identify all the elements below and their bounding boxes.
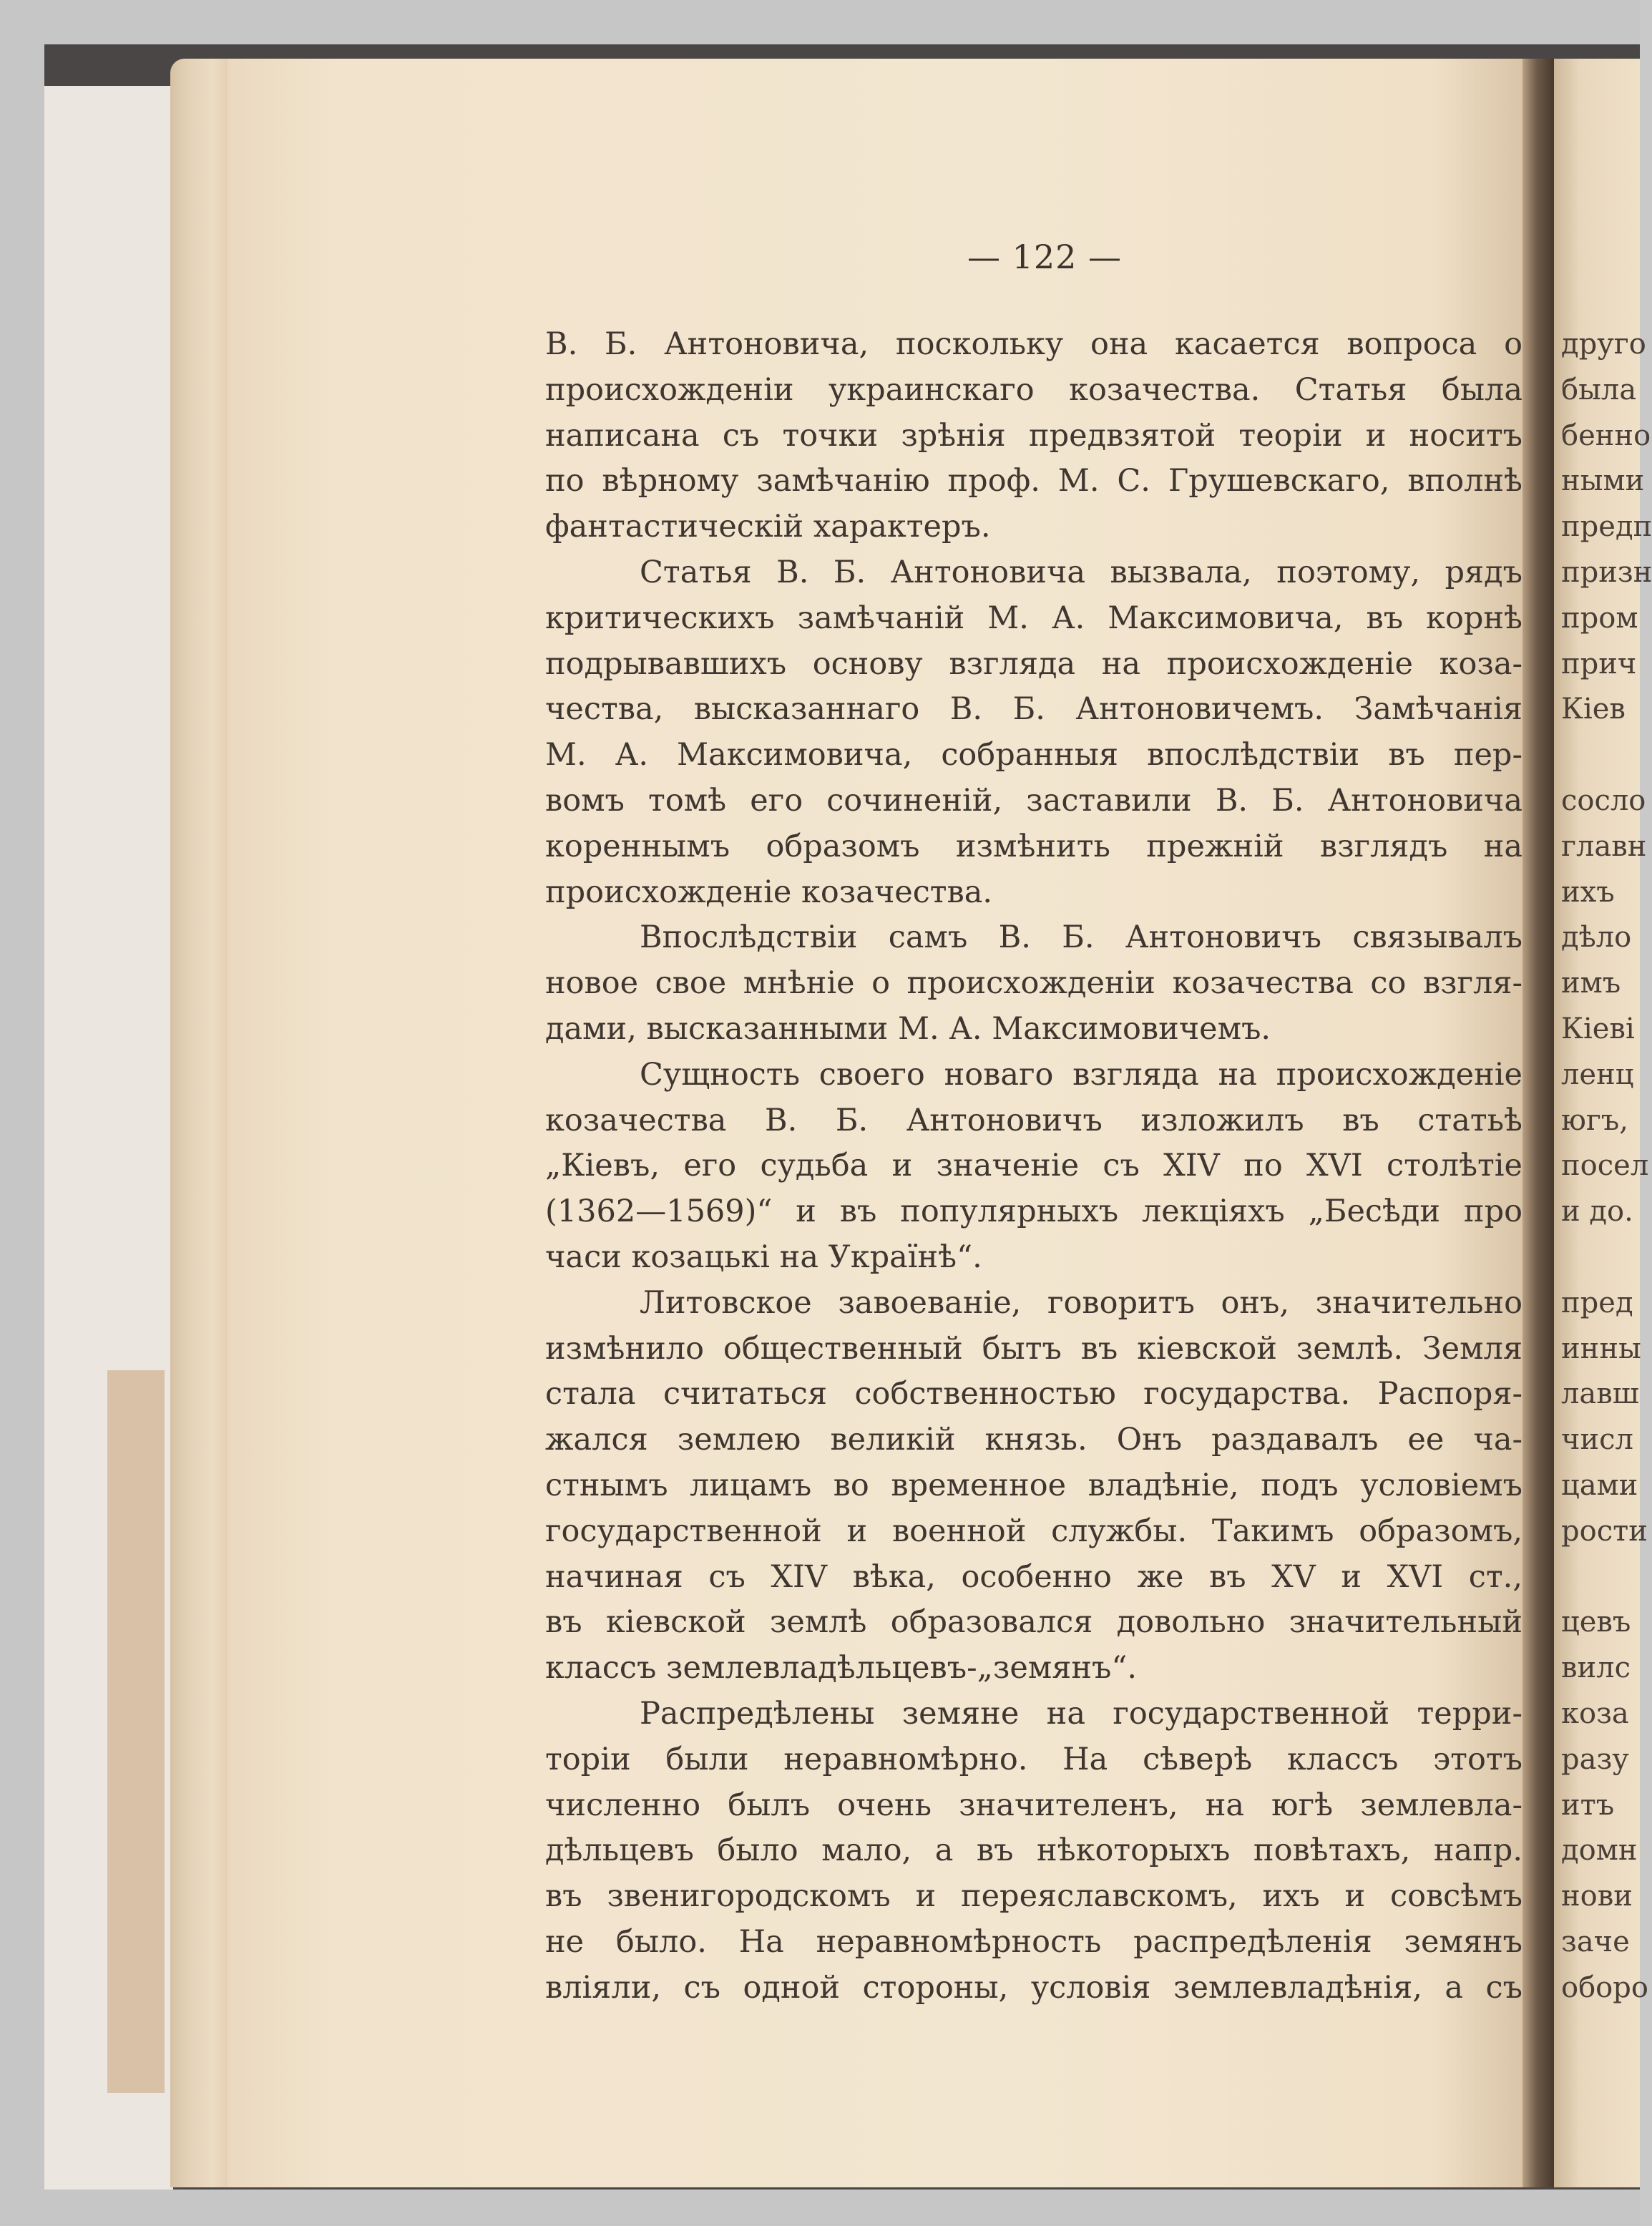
next-page-fragment: домн (1561, 1834, 1638, 1868)
text-line: въ звенигородскомъ и переяславскомъ, ихъ и совсѣмъ (545, 1878, 1523, 1915)
book-gutter (1523, 59, 1558, 2187)
text-line: новое свое мнѣніе о происхожденіи козачества со взгля- (545, 965, 1523, 1002)
text-line: Статья В. Б. Антоновича вызвала, поэтому, рядъ (640, 554, 1523, 590)
next-page-fragment: друго (1561, 328, 1646, 361)
text-line: (1362—1569)“ и въ популярныхъ лекціяхъ „Бесѣди про (545, 1193, 1523, 1230)
text-line: чества, высказаннаго В. Б. Антоновичемъ. Замѣчанія (545, 691, 1523, 728)
next-page-fragment: прич (1561, 647, 1637, 680)
next-page-fragment: призн (1561, 555, 1652, 589)
text-line: вомъ томѣ его сочиненій, заставили В. Б. Антоновича (545, 782, 1523, 819)
next-page-fragment (1561, 1235, 1647, 1281)
text-line: жался землею великій князь. Онъ раздавалъ ее ча- (545, 1422, 1523, 1458)
text-line: стала считаться собственностью государства. Распоря- (545, 1376, 1523, 1412)
next-page-fragment: разу (1561, 1742, 1629, 1776)
page-body-text (545, 322, 1523, 2011)
page-number: — 122 — (967, 238, 1123, 276)
text-line: фантастическій характеръ. (545, 509, 991, 545)
text-line: происхожденіе козачества. (545, 874, 993, 910)
next-page-fragment: ихъ (1561, 875, 1615, 909)
text-line: критическихъ замѣчаній М. А. Максимовича, въ корнѣ (545, 600, 1523, 636)
next-page-fragment (1561, 1555, 1647, 1601)
text-line: дѣльцевъ было мало, а въ нѣкоторыхъ повѣтахъ, напр. (545, 1832, 1523, 1869)
next-page-fragment: вилс (1561, 1651, 1631, 1685)
text-line: часи козацькі на Українѣ“. (545, 1239, 982, 1275)
next-page-fragment: бенно (1561, 419, 1651, 452)
next-page-fragment: заче (1561, 1925, 1630, 1958)
next-page-fragment: главн (1561, 829, 1647, 863)
page-stack-edge (170, 59, 231, 2187)
text-line: М. А. Максимовича, собранныя впослѣдствіи въ пер- (545, 737, 1523, 773)
text-line: вліяли, съ одной стороны, условія землевладѣнія, а съ (545, 1969, 1523, 2006)
text-line: классъ землевладѣльцевъ-„земянъ“. (545, 1650, 1138, 1686)
text-line: начиная съ XIV вѣка, особенно же въ XV и XVI ст., (545, 1558, 1523, 1595)
text-line: измѣнило общественный бытъ въ кіевской землѣ. Земля (545, 1330, 1523, 1367)
next-page-fragment: посел (1561, 1149, 1649, 1183)
next-page-fragment: была (1561, 373, 1637, 406)
next-page-fragment: Кіеві (1561, 1012, 1635, 1045)
next-page-fragment: пром (1561, 601, 1638, 635)
text-line: стнымъ лицамъ во временное владѣніе, подъ условіемъ (545, 1467, 1523, 1503)
next-page-fragment: коза (1561, 1697, 1629, 1730)
next-page-fragment: цами (1561, 1468, 1638, 1502)
next-page-fragment: лавш (1561, 1377, 1639, 1411)
text-line: въ кіевской землѣ образовался довольно значительный (545, 1604, 1523, 1641)
text-line: Впослѣдствіи самъ В. Б. Антоновичъ связывалъ (640, 919, 1523, 956)
text-line: кореннымъ образомъ измѣнить прежній взглядъ на (545, 828, 1523, 864)
next-page-fragment: оборо (1561, 1971, 1648, 2004)
text-line: Сущность своего новаго взгляда на происхожденіе (640, 1056, 1523, 1093)
text-line: не было. На неравномѣрность распредѣленія земянъ (545, 1923, 1523, 1960)
text-line: численно былъ очень значителенъ, на югѣ землевла- (545, 1787, 1523, 1823)
text-line: Распредѣлены земяне на государственной терри- (640, 1695, 1523, 1732)
next-page-fragment: имъ (1561, 967, 1621, 1000)
next-page-fragment: инны (1561, 1332, 1641, 1365)
next-page-fragment: числ (1561, 1423, 1633, 1457)
text-line: государственной и военной службы. Такимъ образомъ, (545, 1513, 1523, 1549)
next-page-fragment (1561, 733, 1647, 778)
next-page-fragment: пред (1561, 1286, 1633, 1319)
next-page-fragment: цевъ (1561, 1606, 1631, 1639)
next-page-fragment: рости (1561, 1514, 1648, 1548)
next-page-fragment: югъ, (1561, 1103, 1628, 1137)
text-line: В. Б. Антоновича, поскольку она касается вопроса о (545, 326, 1523, 362)
text-line: козачества В. Б. Антоновичъ изложилъ въ статьѣ (545, 1102, 1523, 1138)
next-page-fragment: сосло (1561, 784, 1646, 817)
next-page-fragment: итъ (1561, 1788, 1615, 1822)
text-line: „Кіевъ, его судьба и значеніе съ XIV по XVI столѣтіе (545, 1148, 1523, 1184)
next-page-fragment: ленц (1561, 1058, 1634, 1091)
next-page-text-fragments (1561, 322, 1652, 2011)
text-line: происхожденіи украинскаго козачества. Статья была (545, 371, 1523, 408)
next-page-fragment: и до. (1561, 1195, 1633, 1229)
text-line: написана съ точки зрѣнія предвзятой теоріи и носитъ (545, 417, 1523, 454)
next-page-fragment: Кіев (1561, 693, 1626, 726)
text-line: Литовское завоеваніе, говоритъ онъ, значительно (640, 1284, 1523, 1321)
next-page-fragment: нови (1561, 1880, 1633, 1913)
text-line: торіи были неравномѣрно. На сѣверѣ классъ этотъ (545, 1741, 1523, 1777)
next-page-fragment: предп (1561, 510, 1652, 544)
text-line: дами, высказанными М. А. Максимовичемъ. (545, 1010, 1271, 1047)
left-paper-strip (107, 1370, 165, 2093)
next-page-fragment: дѣло (1561, 921, 1632, 955)
text-line: по вѣрному замѣчанію проф. М. С. Грушевскаго, вполнѣ (545, 463, 1523, 499)
next-page-fragment: ными (1561, 464, 1645, 498)
text-line: подрывавшихъ основу взгляда на происхожденіе коза- (545, 645, 1523, 682)
